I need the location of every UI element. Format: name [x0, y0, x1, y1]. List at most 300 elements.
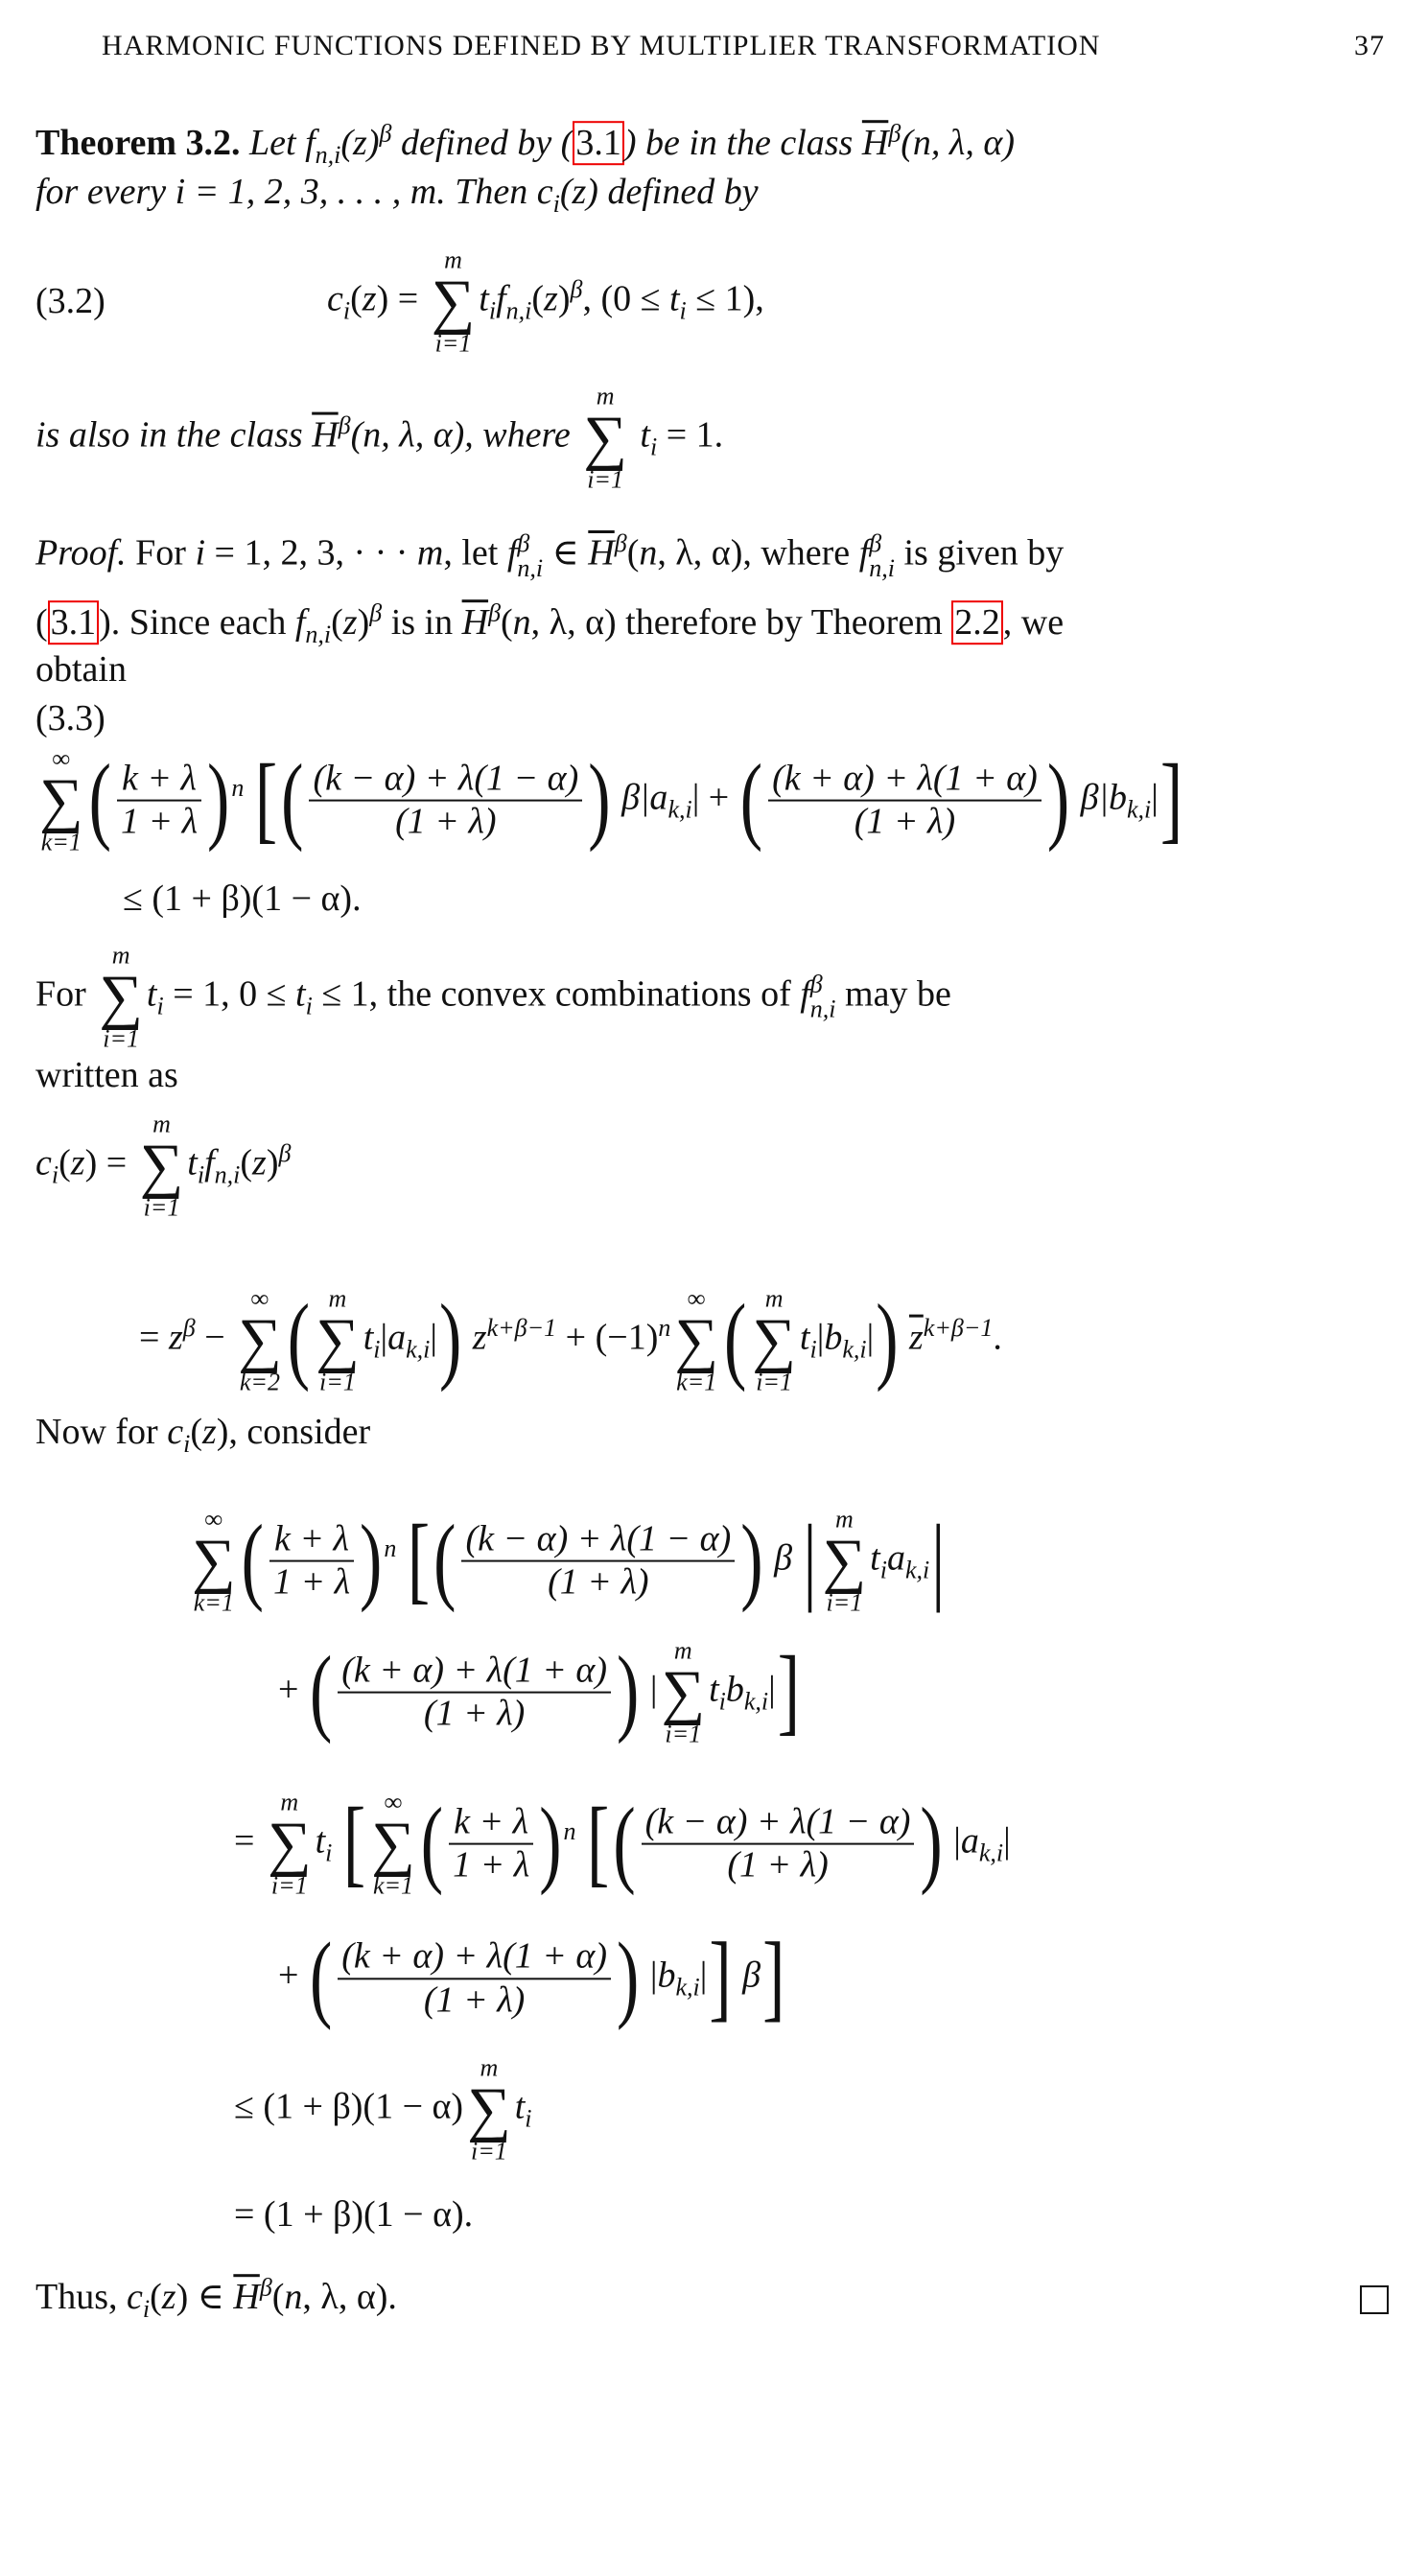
text: ( — [331, 602, 343, 644]
subscript: k,i — [675, 1973, 700, 2002]
math-variable: z — [168, 1317, 183, 1358]
denominator: 1 + λ — [272, 1562, 351, 1604]
superscript: β — [888, 119, 901, 148]
sum-sign-icon: ∑ — [192, 1526, 236, 1595]
text: | — [768, 1669, 776, 1710]
text-line-now — [35, 1411, 371, 1458]
fraction — [309, 758, 582, 843]
summation — [267, 1788, 312, 1900]
math-variable: t — [799, 1317, 810, 1358]
text-line-thm2 — [35, 171, 759, 218]
denominator: 1 + λ — [453, 1845, 530, 1886]
large-delimiter: ( — [309, 1924, 333, 2032]
text: = 1, 0 ≤ — [163, 973, 296, 1015]
large-delimiter: [ — [407, 1507, 431, 1615]
math-variable: t — [870, 1537, 880, 1579]
text: ≤ (1 + β)(1 − α). — [123, 878, 362, 920]
text-line-proof2 — [35, 598, 1065, 648]
math-variable: n — [284, 2277, 303, 2318]
summation — [661, 1636, 706, 1748]
sum-upper-limit: ∞ — [204, 1505, 223, 1534]
text: = — [234, 1820, 264, 1862]
superscript: β — [259, 2273, 272, 2302]
text: ) — [357, 602, 370, 644]
math-variable: z — [472, 1317, 487, 1358]
sum-sign-icon: ∑ — [316, 1305, 360, 1374]
text: ). Since each — [99, 602, 295, 644]
italic-text: defined by ( — [391, 123, 574, 164]
large-delimiter: ) — [617, 1924, 640, 2032]
text: | — [816, 1317, 825, 1358]
sub-superscript — [810, 972, 836, 1022]
subscript: i — [718, 1687, 726, 1716]
subscript: i — [679, 296, 687, 325]
large-delimiter: ( — [287, 1286, 311, 1394]
subscript: n,i — [305, 620, 332, 648]
math-variable: t — [363, 1317, 374, 1358]
superscript: n — [231, 774, 245, 803]
subscript: k,i — [743, 1687, 769, 1716]
superscript: k+β−1 — [923, 1314, 994, 1343]
math-variable: i — [195, 532, 206, 574]
italic-text: Proof. — [35, 532, 127, 574]
summation — [822, 1505, 867, 1617]
sum-sign-icon: ∑ — [752, 1305, 796, 1374]
subscript: i — [488, 296, 497, 325]
math-variable: c — [35, 1142, 52, 1183]
large-delimiter: ( — [241, 1507, 264, 1615]
sum-sign-icon: ∑ — [99, 962, 143, 1031]
text: + — [278, 1669, 308, 1710]
large-delimiter: ) — [588, 746, 611, 855]
sum-lower-limit: k=1 — [676, 1368, 717, 1396]
sum-lower-limit: i=1 — [587, 465, 623, 494]
large-delimiter: ( — [309, 1638, 333, 1746]
text: | — [380, 1317, 388, 1358]
sum-sign-icon: ∑ — [661, 1657, 706, 1726]
numerator: (k − α) + λ(1 − α) — [642, 1801, 915, 1845]
denominator: (1 + λ) — [395, 802, 497, 843]
subscript: i — [325, 1838, 333, 1867]
text: Thus, — [35, 2277, 127, 2318]
math-variable: z — [252, 1142, 267, 1183]
superscript: β — [809, 971, 823, 999]
sum-sign-icon: ∑ — [822, 1526, 867, 1595]
subscript: i — [305, 992, 313, 1020]
text: ( — [35, 602, 48, 644]
text: ) ∈ — [176, 2277, 234, 2318]
superscript: β — [488, 598, 502, 627]
math-variable: f — [496, 278, 506, 319]
subscript: n,i — [214, 1160, 241, 1189]
math-variable: m — [416, 532, 444, 574]
text: ) — [266, 1142, 279, 1183]
subscript: n,i — [809, 995, 836, 1024]
large-delimiter: ( — [739, 746, 763, 855]
superscript: n — [384, 1534, 397, 1563]
math-variable: b — [725, 1669, 744, 1710]
text: = 1, 2, 3, · · · — [205, 532, 417, 574]
subscript: n,i — [315, 140, 341, 169]
sum-lower-limit: i=1 — [471, 2137, 507, 2166]
subscript: k,i — [1127, 795, 1152, 824]
text-line-also — [35, 382, 724, 494]
denominator: (1 + λ) — [548, 1562, 649, 1604]
summation — [140, 1112, 184, 1221]
text: ) — [557, 278, 571, 319]
sum-upper-limit: m — [480, 2053, 499, 2082]
fraction — [117, 758, 201, 843]
header-title: HARMONIC FUNCTIONS DEFINED BY MULTIPLIER TRANSFORMATION — [102, 30, 1101, 61]
text-line-le33 — [123, 878, 362, 922]
sum-lower-limit: k=1 — [40, 828, 82, 856]
italic-text: (n, λ, α), where — [350, 414, 580, 456]
large-delimiter: ) — [438, 1286, 462, 1394]
text: ( — [501, 602, 513, 644]
summation — [432, 248, 476, 357]
math-variable: z — [201, 1412, 217, 1453]
text: For — [35, 973, 96, 1015]
text: | — [1003, 1820, 1011, 1862]
math-variable: z — [70, 1142, 85, 1183]
text: + (−1) — [556, 1317, 659, 1358]
subscript: i — [342, 296, 351, 325]
math-variable: t — [514, 2086, 526, 2127]
theorem-label: Theorem 3.2. — [35, 123, 241, 164]
math-variable: β|b — [1071, 777, 1128, 818]
superscript: β — [182, 1314, 196, 1343]
numerator: (k − α) + λ(1 − α) — [309, 758, 582, 802]
fraction — [338, 1650, 611, 1735]
italic-text: ) be in the class — [623, 123, 862, 164]
subscript: i — [156, 992, 164, 1020]
subscript: i — [373, 1335, 381, 1364]
summation — [99, 941, 143, 1053]
superscript: n — [658, 1314, 671, 1343]
math-variable: t — [146, 973, 157, 1015]
summation — [316, 1284, 360, 1396]
italic-text: is also in the class — [35, 414, 313, 456]
subscript: k,i — [842, 1335, 867, 1364]
fraction — [269, 1518, 354, 1604]
subscript: i — [525, 2104, 532, 2133]
denominator: (1 + λ) — [423, 1979, 526, 2020]
subscript: k,i — [904, 1556, 930, 1584]
text: = 1. — [657, 414, 724, 456]
fraction — [642, 1801, 915, 1886]
overlined-symbol: $\overline{H}$ — [312, 414, 339, 456]
subscript: k,i — [667, 795, 692, 824]
math-variable: z — [544, 278, 558, 319]
numerator: (k + α) + λ(1 + α) — [338, 1650, 611, 1694]
math-variable: t — [315, 1820, 326, 1862]
text: ( — [350, 278, 363, 319]
text: , λ, α), where — [657, 532, 859, 574]
math-variable: a — [886, 1537, 905, 1579]
summation — [467, 2053, 511, 2166]
math-variable: b — [824, 1317, 843, 1358]
text: ( — [150, 2277, 162, 2318]
text: is in — [382, 602, 462, 644]
text: ≤ 1, the convex combinations of — [312, 973, 801, 1015]
text: | — [1151, 777, 1159, 818]
text-line-e5 — [234, 2053, 532, 2166]
large-delimiter: ] — [709, 1924, 732, 2032]
denominator: (1 + λ) — [727, 1845, 829, 1886]
text: | + — [691, 777, 738, 818]
sum-lower-limit: i=1 — [434, 329, 472, 358]
text: ≤ 1), — [686, 278, 764, 319]
sum-upper-limit: ∞ — [687, 1284, 706, 1313]
overlined-symbol: $\overline{H}$ — [588, 532, 615, 574]
text-line-thm1 — [35, 119, 1015, 169]
math-variable: n — [639, 532, 658, 574]
numerator: (k + α) + λ(1 + α) — [338, 1935, 611, 1979]
text — [396, 1538, 406, 1579]
italic-text: (z) defined by — [559, 172, 759, 213]
text-line-thus — [35, 2273, 397, 2323]
superscript: k+β−1 — [486, 1314, 557, 1343]
large-delimiter: | — [803, 1507, 817, 1615]
text-line-e6 — [234, 2193, 473, 2237]
page-number: 37 — [1354, 30, 1385, 61]
text-line-ci — [35, 1112, 291, 1221]
fraction — [338, 1935, 611, 2021]
math-variable: a — [960, 1820, 979, 1862]
text: | — [866, 1317, 875, 1358]
numerator: k + λ — [269, 1518, 354, 1562]
denominator: (1 + λ) — [854, 802, 956, 843]
text: , λ, α) therefore by Theorem — [530, 602, 952, 644]
text: | — [944, 1820, 961, 1862]
subscript: i — [552, 189, 560, 218]
text: (3.2) — [35, 281, 105, 322]
overlined-symbol: $\overline{H}$ — [461, 602, 489, 644]
subscript: i — [142, 2294, 151, 2323]
text: obtain — [35, 649, 127, 691]
sum-lower-limit: k=1 — [193, 1588, 234, 1617]
text: ( — [240, 1142, 253, 1183]
sum-upper-limit: ∞ — [52, 744, 71, 773]
italic-text: (n, λ, α) — [901, 123, 1015, 164]
large-delimiter: ) — [1046, 746, 1070, 855]
math-variable: f — [294, 602, 306, 644]
large-delimiter: ] — [1159, 746, 1183, 855]
sum-sign-icon: ∑ — [431, 267, 476, 336]
sum-upper-limit: m — [596, 382, 615, 410]
running-header — [102, 29, 1100, 63]
text: . — [993, 1317, 1002, 1358]
sum-lower-limit: i=1 — [270, 1871, 308, 1900]
large-delimiter: ) — [876, 1286, 899, 1394]
sum-lower-limit: i=1 — [143, 1193, 180, 1222]
math-variable: t — [295, 973, 306, 1015]
text — [463, 1318, 473, 1358]
text-line-written — [35, 1054, 178, 1098]
text: , (0 ≤ — [582, 278, 669, 319]
sum-lower-limit: i=1 — [826, 1588, 863, 1617]
sum-upper-limit: m — [111, 941, 130, 970]
text: = — [139, 1317, 169, 1358]
sum-sign-icon: ∑ — [139, 1131, 184, 1200]
text-line-e2 — [278, 1636, 802, 1748]
text: is given by — [894, 532, 1065, 574]
superscript: β — [869, 529, 882, 557]
math-variable: f — [204, 1142, 215, 1183]
math-variable: f — [858, 532, 870, 574]
fraction — [461, 1518, 735, 1604]
superscript: β — [338, 411, 351, 440]
sub-superscript — [869, 531, 895, 581]
fraction — [768, 758, 1042, 843]
text-line-eq32 — [327, 248, 764, 357]
text-line-e4 — [278, 1924, 786, 2032]
numerator: k + λ — [449, 1801, 533, 1845]
text-line-lab32 — [35, 280, 105, 324]
denominator: 1 + λ — [120, 802, 199, 843]
subscript: i — [197, 1160, 205, 1189]
subscript: k,i — [978, 1838, 1004, 1867]
text: = (1 + β)(1 − α). — [234, 2194, 474, 2236]
large-delimiter: [ — [587, 1790, 610, 1898]
subscript: k,i — [406, 1335, 431, 1364]
sum-sign-icon: ∑ — [371, 1809, 415, 1878]
sum-sign-icon: ∑ — [674, 1305, 718, 1374]
math-variable: b — [657, 1955, 676, 1996]
text: ) = — [376, 278, 428, 319]
summation — [39, 744, 83, 856]
text — [576, 1821, 586, 1862]
large-delimiter: ( — [281, 746, 304, 855]
cross-reference-link[interactable]: 3.1 — [573, 121, 624, 165]
large-delimiter: ) — [617, 1638, 640, 1746]
sum-lower-limit: i=1 — [318, 1368, 356, 1396]
sum-upper-limit: m — [152, 1110, 171, 1138]
superscript: n — [563, 1817, 576, 1846]
math-variable: n — [512, 602, 531, 644]
text-line-e1 — [188, 1505, 947, 1617]
sum-sign-icon: ∑ — [583, 403, 627, 472]
text: | — [430, 1317, 437, 1358]
text: + — [278, 1955, 308, 1996]
subscript: i — [51, 1160, 59, 1189]
large-delimiter: | — [931, 1507, 946, 1615]
math-variable: c — [127, 2277, 143, 2318]
subscript: i — [649, 433, 658, 461]
italic-text: for every i = 1, 2, 3, . . . , m. Then c — [35, 172, 553, 213]
sum-sign-icon: ∑ — [267, 1809, 312, 1878]
text — [332, 1821, 341, 1862]
summation — [238, 1284, 282, 1396]
text: | — [641, 1955, 658, 1996]
sum-upper-limit: ∞ — [384, 1788, 403, 1816]
superscript: β — [369, 598, 383, 627]
large-delimiter: ) — [920, 1790, 943, 1898]
large-delimiter: ) — [360, 1507, 383, 1615]
text: | — [699, 1955, 708, 1996]
cross-reference-link[interactable]: 3.1 — [48, 600, 100, 644]
text: (3.3) — [35, 698, 105, 739]
text: may be — [835, 973, 951, 1015]
cross-reference-link[interactable]: 2.2 — [951, 600, 1003, 644]
numerator: (k − α) + λ(1 − α) — [461, 1518, 735, 1562]
text-line-zb — [139, 1284, 1002, 1396]
sum-upper-limit: ∞ — [250, 1284, 269, 1313]
italic-text: Let — [240, 123, 306, 164]
text: − — [195, 1317, 235, 1358]
text-line-lab33 — [35, 697, 105, 741]
text: ( — [59, 1142, 71, 1183]
text: ) = — [84, 1142, 136, 1183]
large-delimiter: ) — [207, 746, 230, 855]
overlined-symbol: $\overline{H}$ — [861, 123, 889, 164]
sum-upper-limit: m — [764, 1284, 784, 1313]
text: ), consider — [216, 1412, 371, 1453]
text: , we — [1002, 602, 1065, 644]
text: ( — [531, 278, 545, 319]
sum-lower-limit: i=1 — [665, 1720, 702, 1748]
large-delimiter: ] — [762, 1924, 785, 2032]
text: written as — [35, 1055, 178, 1096]
math-variable: t — [709, 1669, 719, 1710]
large-delimiter: ) — [539, 1790, 562, 1898]
large-delimiter: [ — [254, 746, 278, 855]
subscript: i — [809, 1335, 817, 1364]
text: , let — [443, 532, 507, 574]
math-variable: t — [479, 278, 489, 319]
summation — [583, 382, 627, 494]
superscript: β — [379, 119, 392, 148]
subscript: i — [879, 1556, 887, 1584]
sum-sign-icon: ∑ — [238, 1305, 282, 1374]
large-delimiter: ( — [88, 746, 111, 855]
summation — [192, 1505, 236, 1617]
text-line-proof1 — [35, 531, 1064, 581]
sum-lower-limit: i=1 — [756, 1368, 792, 1396]
text-line-eq33 — [35, 744, 1184, 856]
math-variable: β — [733, 1955, 761, 1996]
text: ≤ (1 + β)(1 − α) — [234, 2086, 464, 2127]
qed-symbol — [1360, 2285, 1389, 2314]
overlined-symbol: $\overline{H}$ — [233, 2277, 260, 2318]
text-line-obtain — [35, 648, 127, 692]
text: Now for — [35, 1412, 168, 1453]
superscript: β — [570, 275, 583, 304]
math-variable: c — [167, 1412, 184, 1453]
math-variable: t — [630, 414, 650, 456]
math-variable: a — [387, 1317, 407, 1358]
math-variable: z — [342, 602, 358, 644]
summation — [752, 1284, 796, 1396]
text: ( — [271, 2277, 285, 2318]
sum-upper-limit: m — [444, 246, 462, 274]
large-delimiter: ( — [420, 1790, 444, 1898]
text: ( — [190, 1412, 202, 1453]
sum-sign-icon: ∑ — [467, 2074, 511, 2143]
large-delimiter: ( — [613, 1790, 636, 1898]
text: | — [641, 1669, 658, 1710]
large-delimiter: ) — [740, 1507, 763, 1615]
math-variable: c — [327, 278, 343, 319]
sum-upper-limit: m — [834, 1505, 854, 1534]
sum-lower-limit: i=1 — [103, 1024, 139, 1053]
large-delimiter: ] — [777, 1638, 801, 1746]
math-variable: z — [161, 2277, 176, 2318]
sum-lower-limit: k=1 — [372, 1871, 414, 1900]
math-variable: t — [187, 1142, 198, 1183]
denominator: (1 + λ) — [423, 1694, 526, 1735]
numerator: k + λ — [117, 758, 201, 802]
